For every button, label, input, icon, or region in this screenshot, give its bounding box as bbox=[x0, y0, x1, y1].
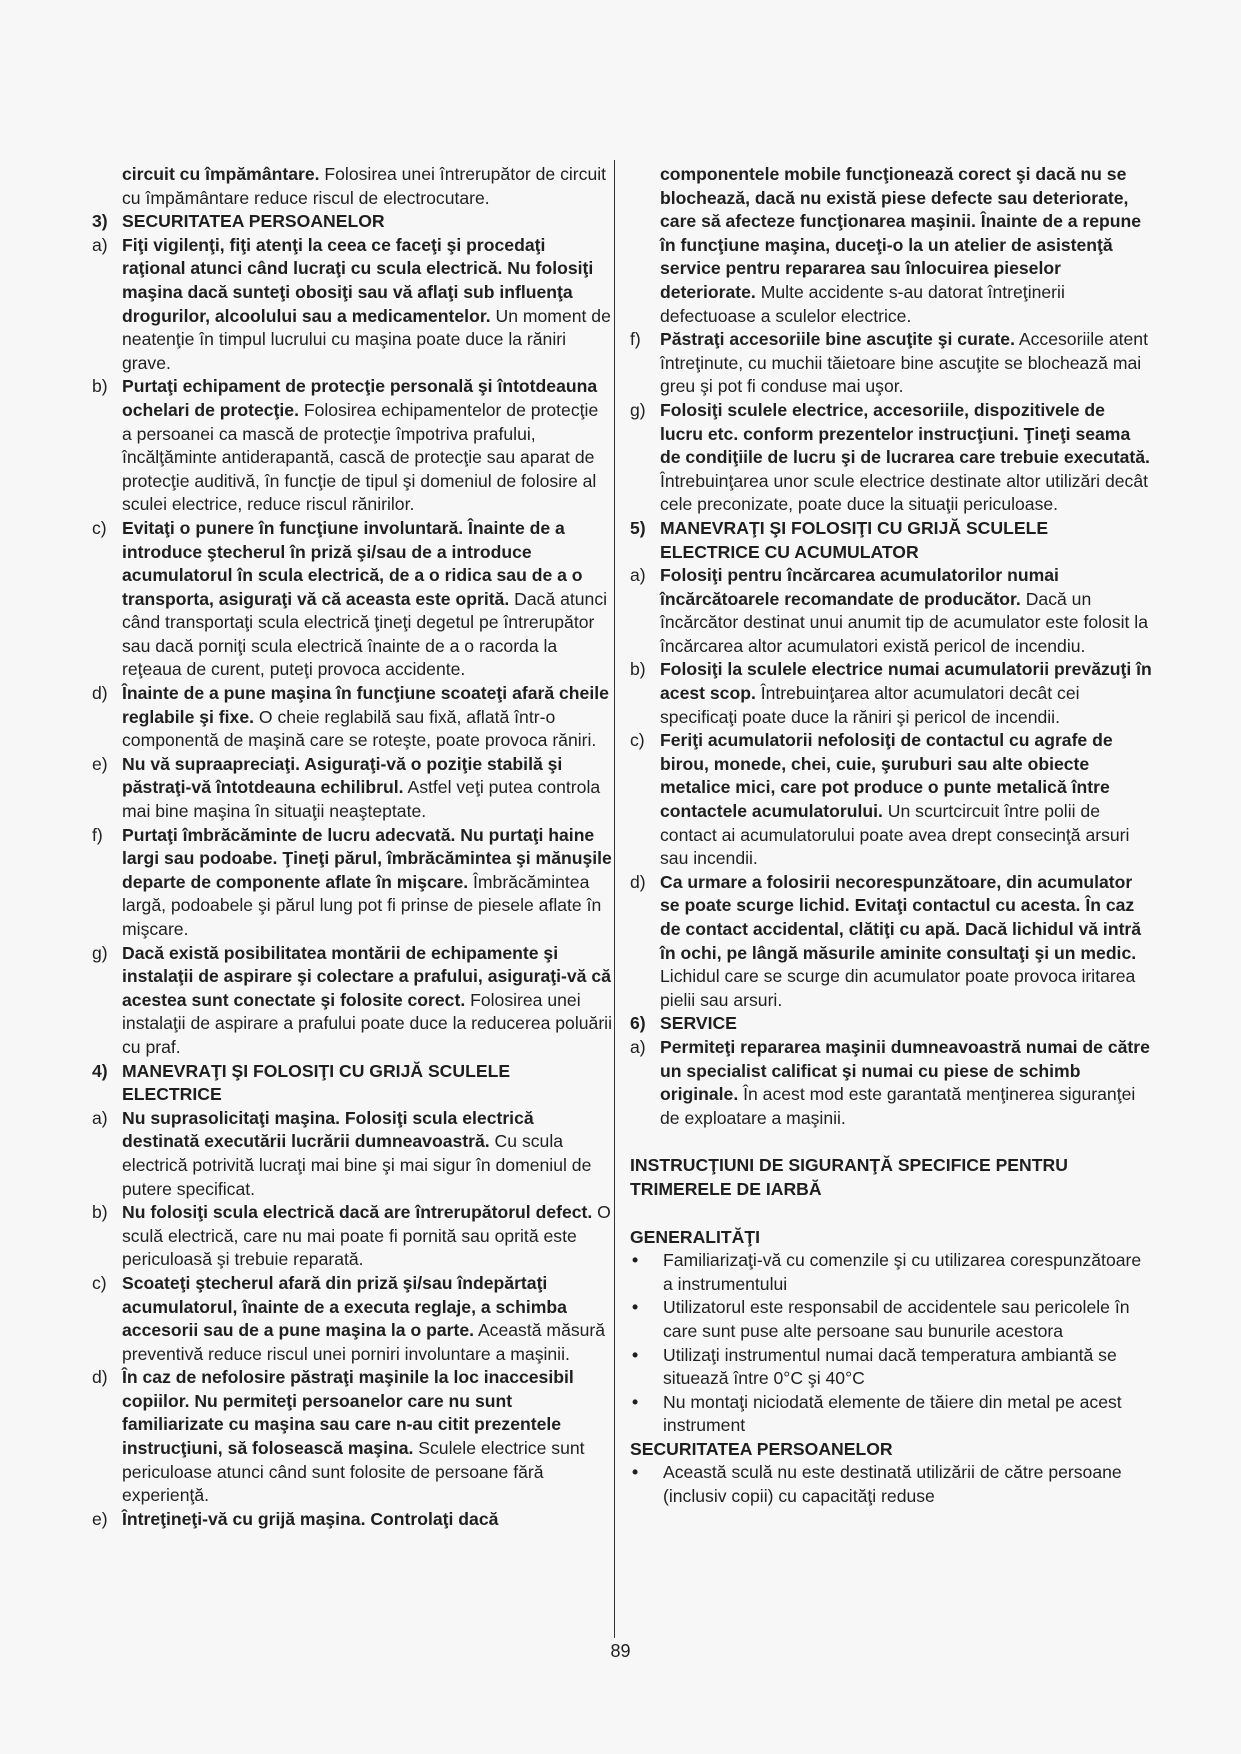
section-3-heading: 3) SECURITATEA PERSOANELOR bbox=[92, 211, 385, 232]
item-3d: d) Înainte de a pune maşina în funcţiune scoateţi afară cheile reglabile şi fixe. O cheie reglabilă sau fixă, aflată într-o componentă de maşină care se roteşte, poate provoca răniri. bbox=[92, 683, 609, 751]
general-title: GENERALITĂŢI bbox=[630, 1226, 760, 1247]
list-item: • Utilizaţi instrumentul numai dacă temperatura ambiantă se situează între 0°C şi 40°C bbox=[632, 1344, 1117, 1389]
list-item: • Familiarizaţi-vă cu comenzile şi cu utilizarea corespunzătoare a instrumentului bbox=[632, 1250, 1142, 1294]
specific-instructions-title: INSTRUCŢIUNI DE SIGURANŢĂ SPECIFICE PENTRU TRIMERELE DE IARBĂ bbox=[630, 1155, 1068, 1199]
item-4c: c) Scoateţi ştecherul afară din priză şi/sau îndepărtaţi acumulatorul, înainte de a executa reglaje, a schimba accesorii sau de a pune maşina la o parte. Această măsură preventivă reduce riscul unei porniri involuntare a maşinii. bbox=[92, 1272, 606, 1364]
item-5d: d) Ca urmare a folosirii necorespunzătoare, din acumulator se poate scurge lichid. Evitaţi contactul cu acesta. În caz de contact accidental, clătiţi cu apă. Dacă lichidul vă intră în ochi, pe lângă măsurile aminite consultaţi şi un medic. Lichidul care se scurge din acumulator poate provoca iritarea pielii sau arsuri. bbox=[630, 871, 1142, 1010]
left-column bbox=[92, 163, 612, 1531]
item-3b: b) Purtaţi echipament de protecţie personală şi întotdeauna ochelari de protecţie. Folosirea echipamentelor de protecţie a persoanei ca mască de protecţie împotriva prafului, încălţăminte antiderapantă, cască de protecţie sau aparat de protecţie auditivă, în funcţie de tipul şi domeniul de folosire al sculei electrice, reduce riscul rănirilor. bbox=[92, 376, 599, 515]
item-3c: c) Evitaţi o punere în funcţiune involuntară. Înainte de a introduce ştecherul în priză şi/sau de a introduce acumulatorul în scula electrică, de a o ridica sau de a o transporta, asiguraţi vă că aceasta este oprită. Dacă atunci când transportaţi scula electrică ţineţi degetul pe întrerupător sau dacă porniţi scula electrică înainte de a o racorda la reţeaua de curent, puteţi provoca accidente. bbox=[92, 517, 608, 680]
item-6a: a) Permiteţi repararea maşinii dumneavoastră numai de către un specialist calificat şi numai cu piese de schimb originale. În acest mod este garantată menţinerea siguranţei de exploatare a maşinii. bbox=[630, 1036, 1150, 1128]
item-5b: b) Folosiţi la sculele electrice numai acumulatorii prevăzuţi în acest scop. Întrebuinţarea altor acumulatori decât cei specificaţi poate duce la răniri şi pericol de incendii. bbox=[630, 659, 1152, 727]
item-4e-continued: componentele mobile funcţionează corect şi dacă nu se blochează, dacă nu există piese defecte sau deteriorate, care să afecteze funcţionarea maşinii. Înainte de a repune în funcţiune maşina, duceţi-o la un atelier de asistenţă service pentru repararea sau înlocuirea pieselor deteriorate. Multe accidente s-au datorat întreţinerii defectuoase a sculelor electrice. bbox=[660, 164, 1142, 326]
bullet-icon: • bbox=[632, 1344, 639, 1365]
item-3a: a) Fiţi vigilenţi, fiţi atenţi la ceea ce faceţi şi procedaţi raţional atunci când lucraţi cu scula electrică. Nu folosiţi maşina dacă sunteţi obosiţi sau vă aflaţi sub influenţa drogurilor, alcoolului sau a medicamentelor. Un moment de neatenţie în timpul lucrului cu maşina poate duce la răniri grave. bbox=[92, 234, 611, 373]
right-column bbox=[630, 163, 1152, 1509]
section-6-heading: 6) SERVICE bbox=[630, 1013, 737, 1034]
personal-safety-title: SECURITATEA PERSOANELOR bbox=[630, 1438, 893, 1459]
item-4a: a) Nu suprasolicitaţi maşina. Folosiţi scula electrică destinată executării lucrării dumneavoastră. Cu scula electrică potrivită lucraţi mai bine şi mai sigur în domeniul de putere specificat. bbox=[92, 1107, 592, 1199]
bullet-icon: • bbox=[632, 1391, 639, 1412]
section-4-heading: 4) MANEVRAŢI ŞI FOLOSIŢI CU GRIJĂ SCULELE ELECTRICE bbox=[92, 1060, 511, 1105]
item-4e: e) Întreţineţi-vă cu grijă maşina. Controlaţi dacă bbox=[92, 1508, 499, 1529]
item-4g: g) Folosiţi sculele electrice, accesoriile, dispozitivele de lucru etc. conform prezentelor instrucţiuni. Ţineţi seama de condiţiile de lucru şi de lucrarea care trebuie executată. Întrebuinţarea unor scule electrice destinate altor utilizări decât cele preconizate, poate duce la situaţii periculoase. bbox=[630, 399, 1150, 515]
list-item: • Această sculă nu este destinată utilizării de către persoane (inclusiv copii) cu capacităţi reduse bbox=[632, 1462, 1122, 1507]
item-3g: g) Dacă există posibilitatea montării de echipamente şi instalaţii de aspirare şi colectare a prafului, asiguraţi-vă că acestea sunt conectate şi folosite corect. Folosirea unei instalaţii de aspirare a prafului poate duce la reducerea poluării cu praf. bbox=[92, 942, 612, 1057]
bullet-icon: • bbox=[632, 1297, 639, 1318]
item-5c: c) Feriţi acumulatorii nefolosiţi de contactul cu agrafe de birou, monede, chei, cuie, şuruburi sau alte obiecte metalice mici, care pot produce o punte metalică între contactele acumulatorului. Un scurtcircuit între polii de contact ai acumulatorului poate avea drept consecinţă arsuri sau incendii. bbox=[630, 730, 1130, 869]
list-item: • Utilizatorul este responsabil de accidentele sau pericolele în care sunt puse alte persoane sau bunurile acestora bbox=[632, 1297, 1130, 1341]
item-4d: d) În caz de nefolosire păstraţi maşinile la loc inaccesibil copiilor. Nu permiteţi persoanelor care nu sunt familiarizate cu maşina sau care n-au citit prezentele instrucţiuni, să folosească maşina. Sculele electrice sunt periculoase atunci când sunt folosite de persoane fără experienţă. bbox=[92, 1367, 585, 1506]
list-item: • Nu montaţi niciodată elemente de tăiere din metal pe acest instrument bbox=[632, 1391, 1122, 1436]
page-number: 89 bbox=[610, 1641, 631, 1661]
item-3e: e) Nu vă supraapreciaţi. Asiguraţi-vă o poziţie stabilă şi păstraţi-vă întotdeauna echilibrul. Astfel veţi putea controla mai bine maşina în situaţii neaşteptate. bbox=[92, 753, 601, 822]
section-5-heading: 5) MANEVRAŢI ŞI FOLOSIŢI CU GRIJĂ SCULELE ELECTRICE CU ACUMULATOR bbox=[630, 517, 1049, 562]
paragraph-intro: circuit cu împământare. Folosirea unei întrerupător de circuit cu împământare reduce riscul de electrocutare. bbox=[122, 164, 607, 208]
column-divider bbox=[614, 160, 615, 1638]
bullet-icon: • bbox=[632, 1462, 639, 1483]
item-4f: f) Păstraţi accesoriile bine ascuţite şi curate. Accesoriile atent întreţinute, cu muchii tăietoare bine ascuţite se blochează mai greu şi pot fi conduse mai uşor. bbox=[630, 329, 1148, 397]
item-5a: a) Folosiţi pentru încărcarea acumulatorilor numai încărcătoarele recomandate de producător. Dacă un încărcător destinat unui anumit tip de acumulator este folosit la încărcarea altor acumulatori există pericol de incendiu. bbox=[630, 565, 1149, 656]
item-3f: f) Purtaţi îmbrăcăminte de lucru adecvată. Nu purtaţi haine largi sau podoabe. Ţineţi părul, îmbrăcămintea şi mănuşile departe de componente aflate în mişcare. Îmbrăcămintea largă, podoabele şi părul lung pot fi prinse de piesele aflate în mişcare. bbox=[92, 824, 612, 939]
bullet-icon: • bbox=[632, 1250, 639, 1271]
item-4b: b) Nu folosiţi scula electrică dacă are întrerupătorul defect. O sculă electrică, care nu mai poate fi pornită sau oprită este periculoasă şi trebuie reparată. bbox=[92, 1202, 611, 1270]
